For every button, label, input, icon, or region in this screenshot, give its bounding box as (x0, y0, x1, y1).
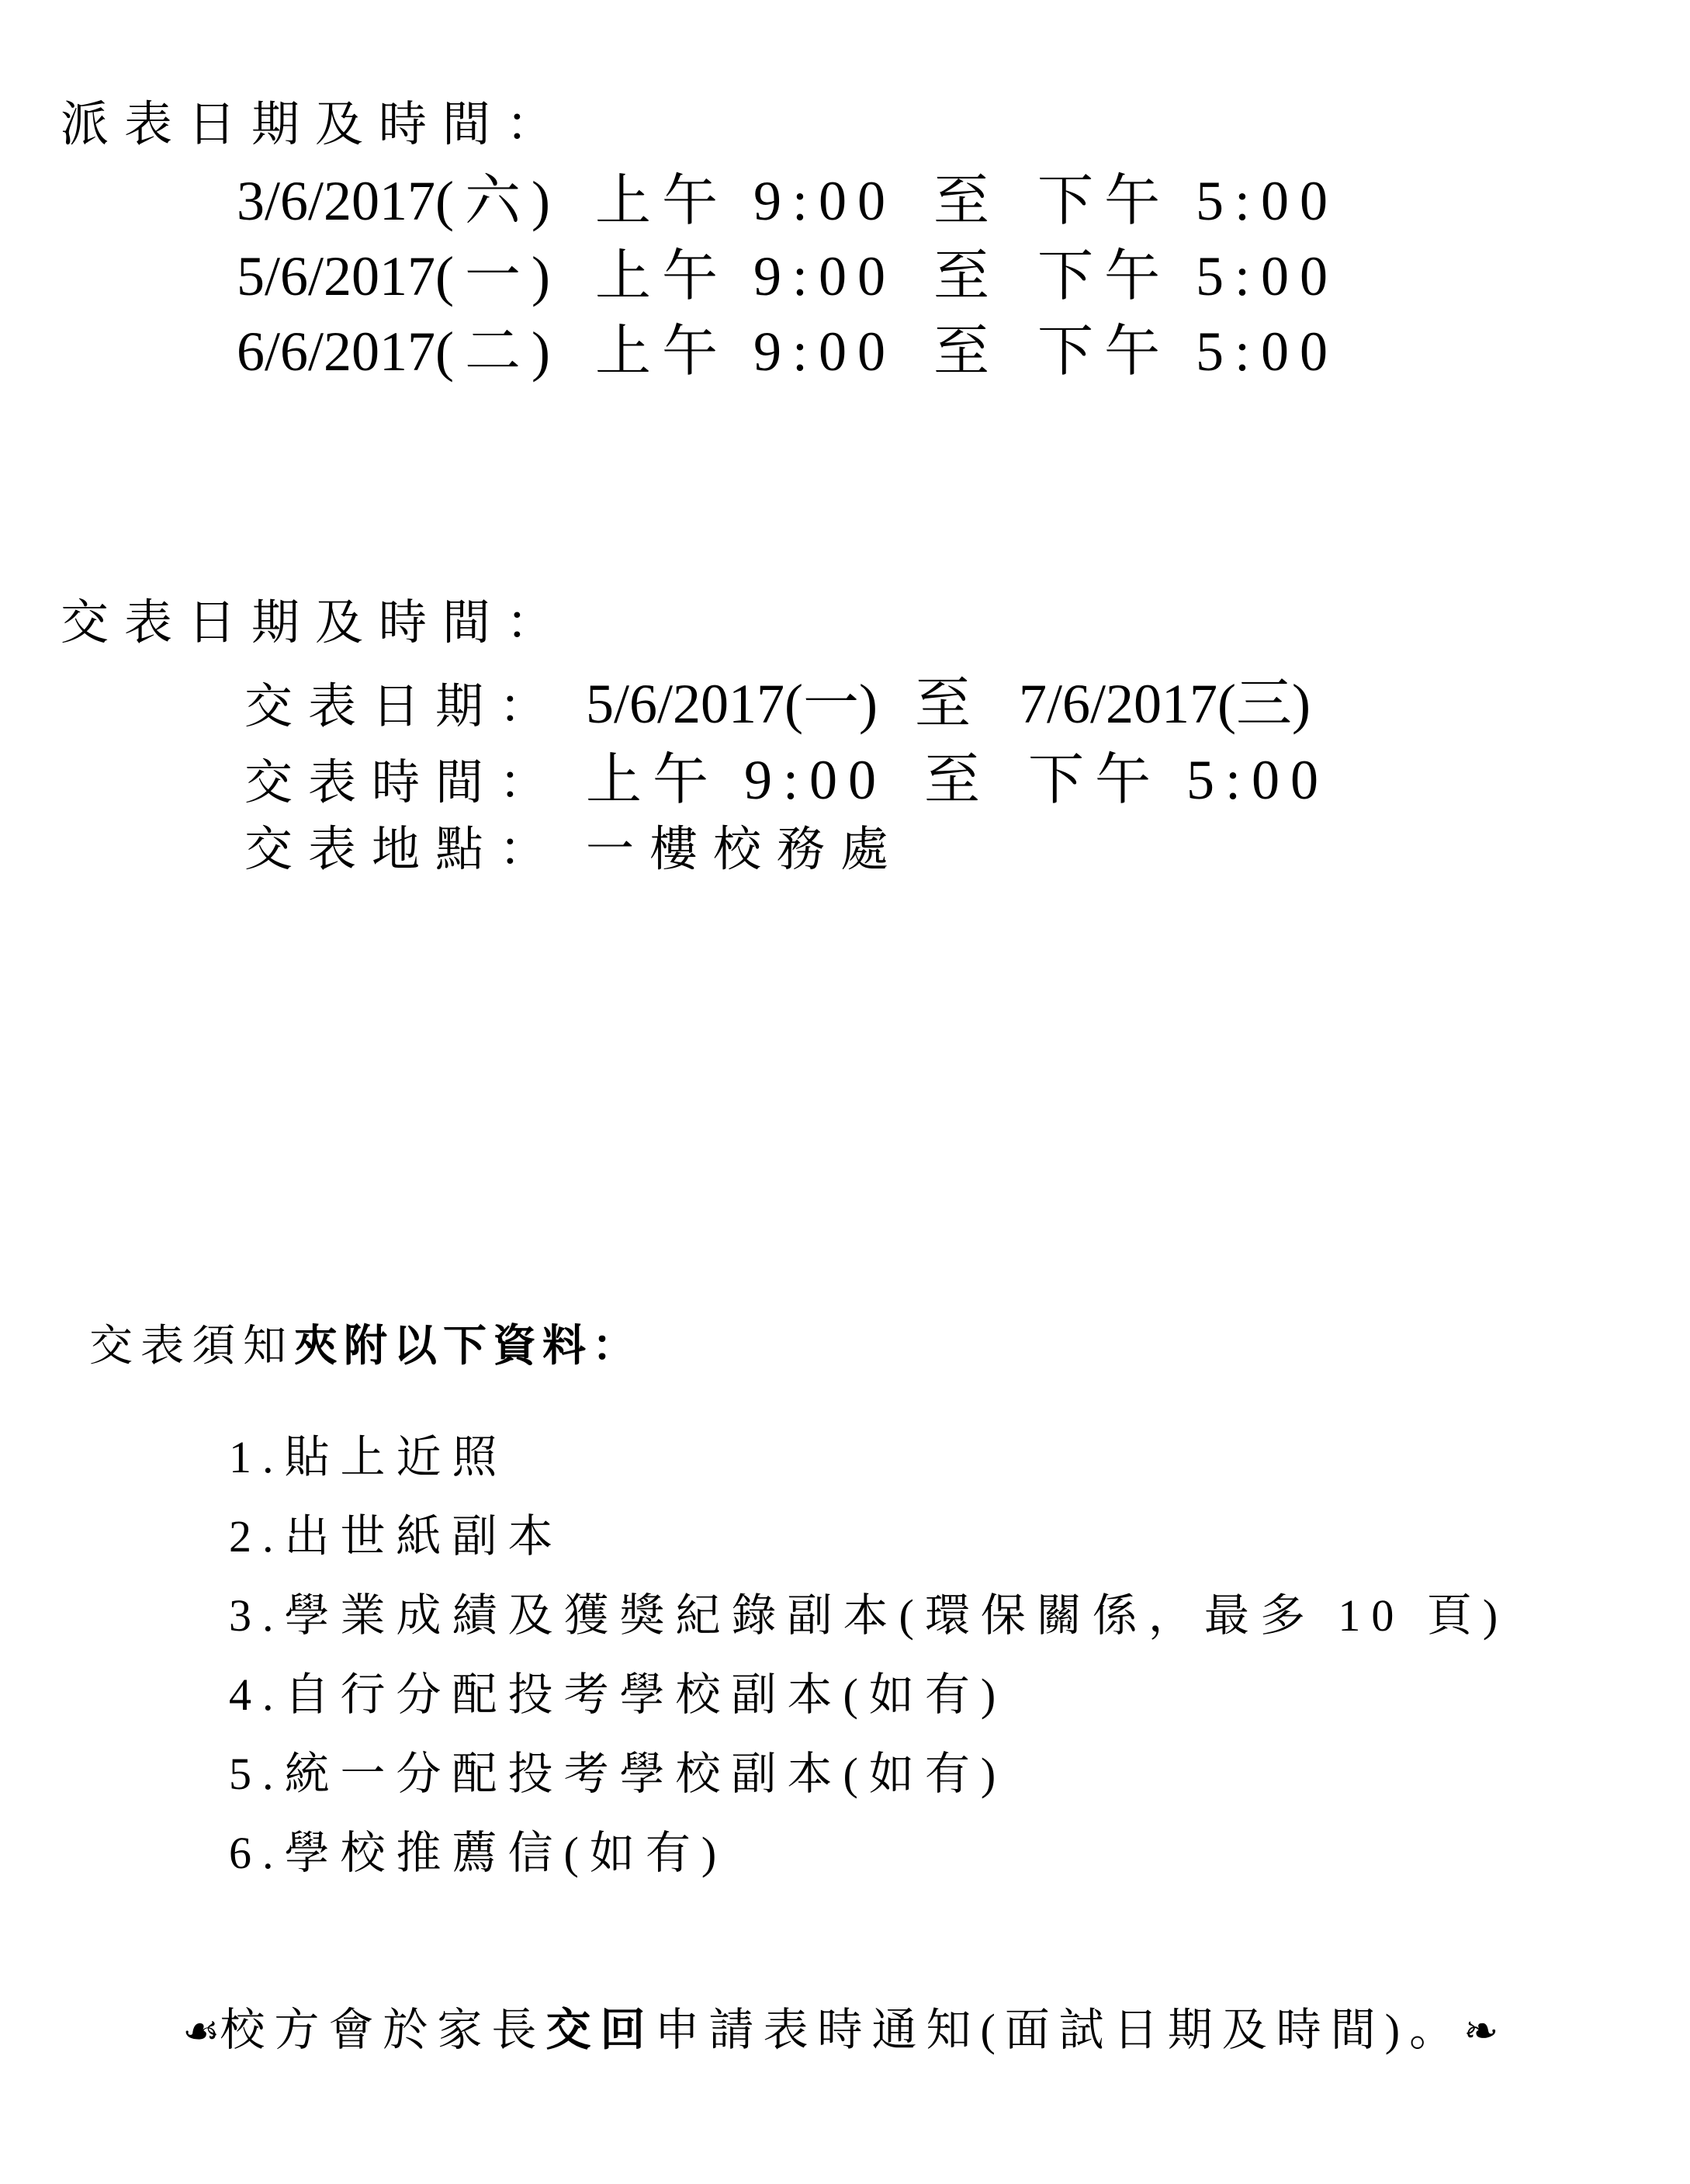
row-date: 5/6/2017 (237, 245, 436, 307)
requirement-item: 3.學業成績及獲獎紀錄副本(環保關係，最多 10 頁) (229, 1590, 1509, 1641)
footer-notice (182, 1993, 1498, 2058)
distribution-row (237, 306, 1338, 387)
floral-ornament-right-icon: ❧ (1463, 2006, 1499, 2055)
distribution-row (237, 155, 1338, 236)
submission-date-end: 7/6/2017(三) (1019, 673, 1311, 735)
footer-text-after: 申請表時通知(面試日期及時間)。 (654, 2005, 1464, 2055)
submission-place-label: 交表地點： (244, 823, 563, 876)
requirement-item: 4.自行分配投考學校副本(如有) (229, 1669, 1007, 1720)
row-date: 3/6/2017 (237, 170, 436, 232)
footer-text-bold: 交回 (545, 2003, 655, 2056)
row-weekday: (二) (435, 321, 561, 383)
submission-time-label: 交表時間： (244, 757, 563, 809)
row-weekday: (一) (435, 245, 561, 307)
distribution-heading: 派表日期及時間： (61, 99, 570, 151)
submission-date-separator: 至 (914, 673, 982, 735)
row-date: 6/6/2017 (237, 321, 436, 383)
requirements-heading-bold: 夾附以下資料： (294, 1321, 642, 1371)
row-end-time: 下午 5:00 (1037, 245, 1339, 307)
submission-date-value: 5/6/2017(一) (586, 673, 878, 735)
requirement-item: 5.統一分配投考學校副本(如有) (229, 1749, 1007, 1799)
row-start-time: 上午 9:00 (594, 245, 896, 307)
row-start-time: 上午 9:00 (594, 321, 896, 383)
row-separator: 至 (933, 321, 1001, 383)
submission-place-value: 一樓校務處 (586, 823, 905, 876)
distribution-row (237, 231, 1338, 311)
row-separator: 至 (933, 170, 1001, 232)
floral-ornament-left-icon: ☙ (182, 2006, 220, 2055)
requirements-heading-normal: 交表須知 (89, 1323, 294, 1371)
row-end-time: 下午 5:00 (1037, 321, 1339, 383)
requirement-item: 1.貼上近照 (229, 1432, 508, 1482)
submission-heading: 交表日期及時間： (61, 597, 570, 650)
footer-text-before: 校方會於家長 (220, 2005, 546, 2055)
submission-date-row (244, 658, 1311, 739)
submission-date-label: 交表日期： (244, 681, 563, 733)
submission-time-start: 上午 9:00 (586, 749, 888, 811)
requirement-item: 6.學校推薦信(如有) (229, 1828, 728, 1878)
submission-place-row (244, 810, 904, 879)
submission-time-row (244, 734, 1329, 815)
requirement-item: 2.出世紙副本 (229, 1511, 564, 1562)
row-start-time: 上午 9:00 (594, 170, 896, 232)
row-end-time: 下午 5:00 (1037, 170, 1339, 232)
submission-time-end: 下午 5:00 (1028, 749, 1330, 811)
requirements-heading (89, 1312, 642, 1374)
submission-time-separator: 至 (924, 749, 992, 811)
row-separator: 至 (933, 245, 1001, 307)
row-weekday: (六) (435, 170, 561, 232)
